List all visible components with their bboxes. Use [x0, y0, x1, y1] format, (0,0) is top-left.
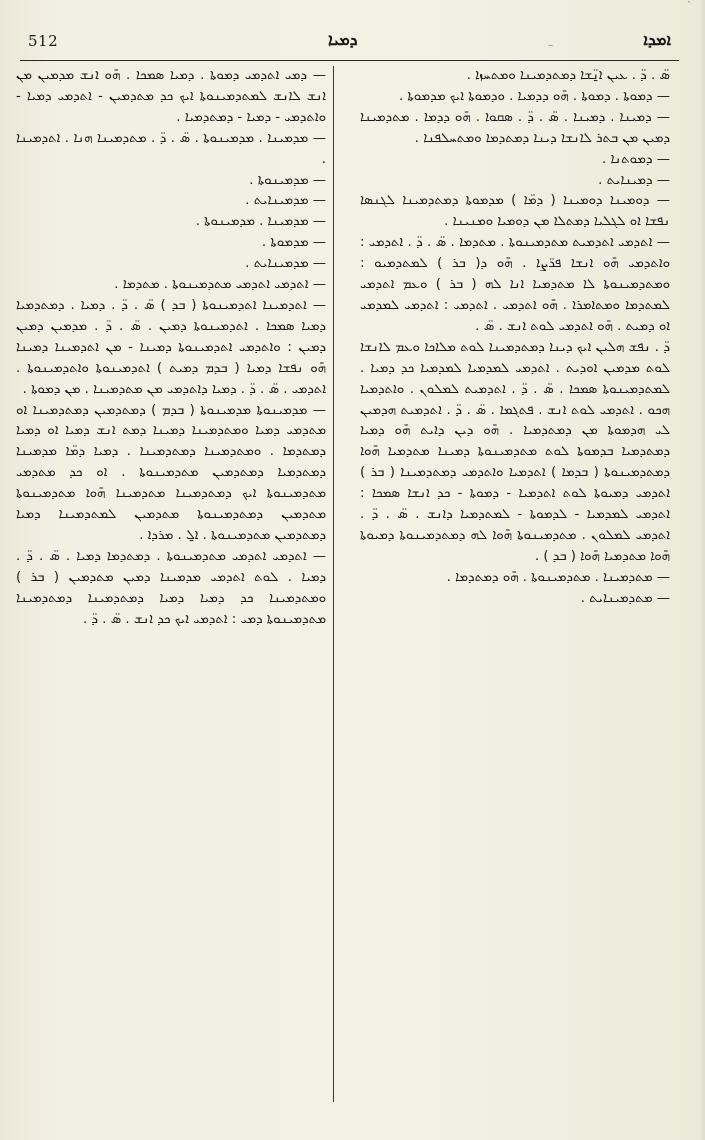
- page-edge-shadow: [699, 0, 705, 1140]
- entry: — ܡܕܡܝܢܐ . ܡܕܡܝܢܘܬܐ . ܣ̈ . ܕ̈ . ܡܬܕܡܝܢܐ ܗܢܐ . ܐܬܕܡܝܢܐ .: [16, 130, 326, 167]
- entry: — ܡܕܡܝܢܘܬܐ .: [249, 172, 326, 188]
- entry: — ܡܕܡܘܬܐ .: [261, 235, 326, 251]
- entry: — ܡܬܕܡܝܢܐܝܬ .: [580, 590, 670, 606]
- running-head-center: ܕܡܝܐ: [328, 30, 358, 49]
- corner-tick-icon: ˋ: [687, 0, 693, 13]
- entry: — ܐܬܕܡܝ ܐܬܕܡܝ ܡܬܕܡܝܢܘܬܐ . ܡܬܕܡܐ .: [114, 277, 326, 293]
- running-head-right: ܐܡܕܐ: [643, 30, 671, 49]
- entry: — ܕܡܘܬܢܐ .: [602, 151, 670, 167]
- left-column: [16, 66, 326, 1106]
- entry: — ܕܡܝܢܐܝܬ .: [598, 172, 670, 188]
- entry: — ܐܬܕܡܝܢܐ ܐܬܕܡܝܢܘܬܐ ( ܒܕ ) ܣ̈ . ܕ̈ . ܕܡܝܐ . ܕܡܬܕܡܝܐ ܕܡܝܐ ܣܡܟܐ . ܐܬܕܡܝܢܘܬܐ ܕܡܝܢ . ܣ̈ . ܕ̈ . ܡܕܡܝܢ ܕܡܝܢ ܕܡܝܢ : ܘܐܬܕܡܝ ܐܬܕܡܝܢܘܬܐ ܕܡܝܢܐ - ܡܢ ܐܬܕܡܝܢܐ ܕܡܝܢܐ ܗ̄ܘ ܢܦܫܐ ܕܡܝܐ ( ܒܕܡ ܕܡܝܬ ) ܐܬܕܡܝܢܘܬܐ ܘܐܬܕܡܝܢܘܬܐ . ܐܬܕܡܝ . ܣ̈ . ܕ̈ . ܕܡܝܐ ܕܐܬܕܡܝ ܡܢ ܡܬܕܡܝܢܐ . ܡܢ ܕܡܘܬܐ .: [16, 297, 326, 397]
- entry: — ܕܡܘܬܐ . ܕܡܘܬܐ . ܗ̄ܘ ܕܕܡܝܐ . ܘܕܡܘܬܐ ܐܝܟ ܡܕܡܘܬܐ .: [398, 88, 670, 104]
- entry: — ܐܬܕܡܝ ܐܬܕܡܝ ܡܬܕܡܝܢܘܬܐ . ܕܡܬܕܡܐ ܕܡܝܐ . ܣ̈ . ܕ̈ . ܕܡܝܐ . ܠܘܬ ܐܬܕܡܝ ܡܕܡܝܢܐ ܕܡܝܢ ܡܬܕܡܝܢ ( ܒܪ ) ܘܡܬܕܡܝܢܐ ܟܕ ܕܡܝܐ ܕܡܝܐ ܕܡܬܕܡܝܢܐ ܕܡܬܕܡܝܢܐ ܡܬܕܡܝܢܘܬܐ ܕܡܝ : ܐܬܕܡܝ ܐܝܟ ܟܕ ܐܢܫ . ܣ̈ . ܕ̈ .: [16, 548, 326, 627]
- entry: — ܡܕܡܝܢܐ . ܡܕܡܝܢܘܬܐ .: [195, 214, 326, 230]
- right-column: [360, 66, 670, 1106]
- entry: ܕ̈ . ܢܦܫ ܗܠܝܢ ܐܝܟ ܕܝܢܐ ܕܡܬܕܡܝܢܐ ܠܘܬ ܡܠܐܟܐ ܘܥܡ ܠܐܢܫܐ ܠܘܬ ܡܕܡܝܢ ܐܘܕܝܬ . ܐܬܕܡܝ ܠܡܕܡܝܐ ܠܡܕܡܝܐ ܟܕ ܕܡܝܐ . ܠܡܬܕܡܝܢܘܬܐ ܣܡܟܐ . ܣ̈ . ܕ̈ . ܐܬܕܡܝܬ ܠܡܠܘܢ . ܘܐܬܕܡܝܐ ܗܟܘ . ܐܬܕܡܝ ܠܘܬ ܐܢܫ . ܦܬܓܡܐ . ܣ̈ . ܕ̈ . ܐܬܕܡܝܬ ܗܕܡܝܢ ܠܝ ܗܕܡܘܬܐ ܡܢ ܕܡܬܕܡܝܐ . ܗ̄ܘ ܕܝܢ ܕܐܝܬ ܗ̄ܘ ܕܡܝܐ ܕܡܬܕܡܝܐ ܒܕܡܘܬܐ ܠܘܬ ܡܬܕܡܝܢܘܬܐ ܕܡܝܢܐ ܡܬܕܡܝܐ ܗ̄ܘܐ ܕܡܬܕܡܝܢܘܬܐ ( ܒܕܡܐ ) ܐܬܕܡܝܐ ܘܐܬܕܡܝ ܕܡܬܕܡܝܢܐ ( ܒܪ ) ܐܬܕܡܝ ܕܡܝܘܬܐ ܠܘܬ ܐܬܕܡܝܐ - ܕܡܘܬܐ - ܟܕ ܐܢܫܐ ܣܡܟܐ : ܐܬܕܡܝ ܠܡܕܡܝܐ - ܠܕܡܘܬܐ - ܠܡܬܕܡܝܐ ܕܐܢܫ . ܣ̈ . ܕ̈ . ܐܬܕܡܝ ܠܡܠܘܢ . ܡܬܕܡܝܢܘܬܐ ܗ̄ܘܐ ܠܗ ܕܡܬܕܡܝܢܘܬܐ ܕܡܝܘܬܐ ܗ̄ܘܐ ܡܬܕܡܝܐ ܗ̄ܘܐ ( ܒܕ ) .: [360, 339, 670, 564]
- header-mark-icon: –: [548, 40, 553, 51]
- header-rule: [20, 60, 679, 61]
- column-divider: [333, 66, 334, 1102]
- entry: — ܡܕܡܝܢܐܝܬ .: [245, 256, 326, 272]
- entry: — ܕܘܡܝܢܐ ܕܘܡܝܢܐ ( ܕܡ̈ܐ ) ܡܕܡܘܬܐ ܕܡܬܕܡܝܢܐ ܠܓܢܣܐ ܢܦܫܐ ܐܘ ܠܓܠܝܐ ܕܡܬܠܐ ܡܢ ܕܘܡܝܐ ܘܡܢܝܢܐ .: [360, 193, 670, 230]
- page-header: [28, 30, 671, 54]
- entry: ܣ̈ . ܕ̈ . ܥܝܢ ܐ̱ܢ̈ܫܐ ܕܡܬܕܡܝܢܐ ܘܡܬܚܙܐ .: [466, 68, 670, 83]
- entry: — ܐܬܕܡܝ ܐܬܕܡܝܬ ܡܬܕܡܝܢܘܬܐ . ܡܬܕܡܐ . ܣ̈ . ܕ̈ . ܐܬܕܡܝ : ܘܐܬܕܡܝ ܗ̄ܘ ܐܢܫܐ ܦܪ̈ܨܐ . ܗ̄ܘ ܕ( ܒܪ ) ܠܡܬܕܡܝܘ : ܘܡܬܕܡܝܢܘܬܐ ܠܐ ܡܬܕܡܝܐ ܐܢܐ ܠܗ ( ܒܪ ) ܘܥܡ ܐܬܕܡܝ ܠܡܬܕܡܐ ܘܡܬܐܡܪܐ . ܗ̄ܘ ܐܬܕܡܝ . ܐܬܕܡܝ : ܐܬܕܡܝ ܠܡܕܡܝ ܐܘ ܕܡܝܬ . ܗ̄ܘ ܐܬܕܡܝ ܠܘܬ ܐܢܫ . ܣ̈ .: [360, 235, 670, 334]
- entry: — ܡܬܕܡܝܢܐ . ܡܬܕܡܝܢܘܬܐ . ܗ̄ܘ ܕܡܬܕܡܐ .: [446, 569, 670, 585]
- entry: — ܡܕܡܝܢܘܬܐ ܡܕܡܝܢܘܬܐ ( ܒܕܡ ) ܕܡܬܕܡܝܢ ܕܡܬܕܡܝܢܐ ܐܘ ܡܬܕܡܝ ܕܡܝܐ ܘܡܬܕܡܝܢܐ ܕܡܝܢܐ ܕܡܬ ܐܢܫ ܕܡܝܐ ܐܘ ܕܡܝܐ ܕܡܬܕܡܐ . ܘܡܬܕܡܝܢܐ ܕܡܬܕܡܝܢܐ . ܕܡܝܐ ܕܡ̈ܐ ܡܕܡܝܢܐ ܕܡܬܕܡܝܐ ܕܡܬܕܡܝܢ ܡܬܕܡܝܢܘܬܐ . ܐܘ ܟܕ ܡܬܕܡܝ ܡܬܕܡܝܢܘܬܐ ܐܝܟ ܕܡܬܕܡܝܢܐ ܡܬܕܡܝܢܐ ܗ̄ܘܐ ܡܬܕܡܝܢܘܬܐ ܡܬܕܡܝܢ ܕܡܬܕܡܝܢܘܬܐ ܡܬܕܡܝܢ ܠܡܬܕܡܝܢܐ ܕܡܝܐ ܕܡܬܕܡܝܢ ܡܬܕܡܝܢܘܬܐ . ܐ̱ܠ . ܡܪܕܐ .: [16, 402, 326, 543]
- entry: — ܡܕܡܝܢܐܝܬ .: [245, 193, 326, 209]
- page-number: 512: [28, 32, 59, 50]
- entry: — ܕܡܝ ܐܬܕܡܝ ܕܡܘܬܐ . ܕܡܝܐ ܣܡܟܐ . ܗ̄ܘ ܐܢܫ ܡܕܡܝܢ ܡܢ ܐܢܫ ܠܐܢܫ ܠܡܬܕܡܝܢܘܬܐ ܐܝܟ ܟܕ ܡܬܕܡܝܢ - ܐܬܕܡܝ ܕܡܝܐ - ܘܐܬܕܡܝ - ܕܡܝܐ - ܕܡܬܕܡܝܐ .: [16, 68, 326, 125]
- entry: — ܕܡܝܢܐ . ܕܡܝܢܐ . ܣ̈ . ܕ̈ . ܣܩܘܐ . ܗ̄ܘ ܕܕܡܐ . ܡܬܕܡܝܢܐ ܕܡܝܢ ܡܢ ܒܬܪ ܠܐܢܫܐ ܕܝܢܐ ܕܡܬܕܡܐ ܘܡܬܚܠܦܢܐ .: [360, 109, 670, 146]
